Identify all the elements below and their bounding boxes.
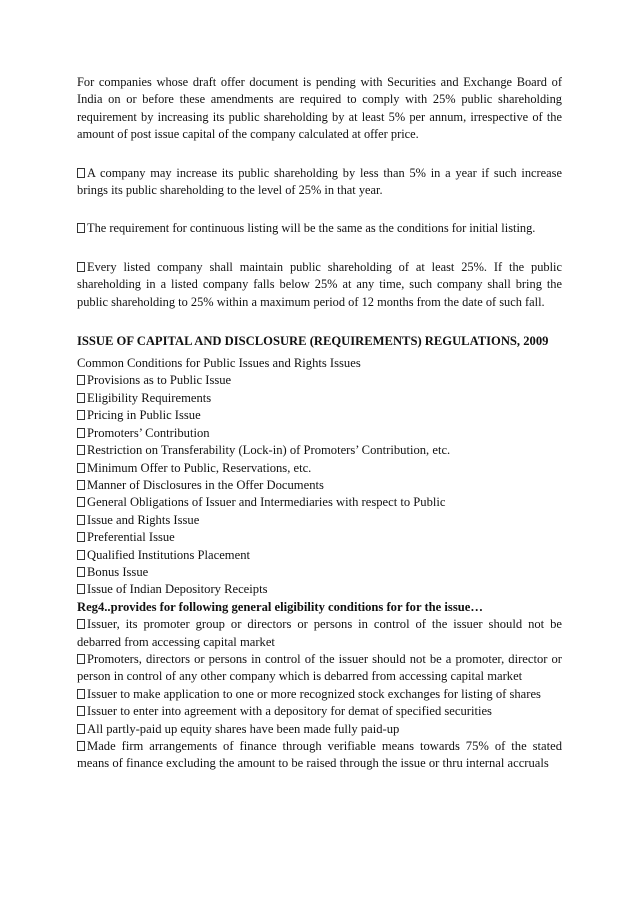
- list-item: Provisions as to Public Issue: [77, 372, 562, 389]
- common-conditions-list: [77, 372, 562, 598]
- bullet-box-icon: [77, 689, 85, 699]
- bullet-box-icon: [77, 741, 85, 751]
- bullet-box-icon: [77, 428, 85, 438]
- bullet-box-icon: [77, 497, 85, 507]
- point-paragraph: The requirement for continuous listing will be the same as the conditions for initial listing.: [77, 220, 562, 237]
- bullet-box-icon: [77, 567, 85, 577]
- bullet-box-icon: [77, 584, 85, 594]
- document-page: [77, 74, 562, 773]
- list-item: Issue of Indian Depository Receipts: [77, 581, 562, 598]
- bullet-box-icon: [77, 445, 85, 455]
- bullet-box-icon: [77, 724, 85, 734]
- point-paragraph: A company may increase its public shareholding by less than 5% in a year if such increase brings its public shareholding to the level of 25% in that year.: [77, 165, 562, 198]
- list-item: Qualified Institutions Placement: [77, 547, 562, 564]
- list-item: Promoters’ Contribution: [77, 425, 562, 442]
- list-item: Bonus Issue: [77, 564, 562, 581]
- list-item: Pricing in Public Issue: [77, 407, 562, 424]
- bullet-box-icon: [77, 375, 85, 385]
- bullet-box-icon: [77, 706, 85, 716]
- list-item: Issuer to enter into agreement with a depository for demat of specified securities: [77, 703, 562, 720]
- list-item: Made firm arrangements of finance through verifiable means towards 75% of the stated means of finance excluding the amount to be raised through the issue or thru internal accruals: [77, 739, 562, 771]
- bullet-box-icon: [77, 393, 85, 403]
- list-item: Manner of Disclosures in the Offer Documents: [77, 477, 562, 494]
- list-item: General Obligations of Issuer and Intermediaries with respect to Public: [77, 494, 562, 511]
- bullet-box-icon: [77, 262, 85, 272]
- list-item: Issuer to make application to one or more recognized stock exchanges for listing of shares: [77, 686, 562, 703]
- intro-paragraph: For companies whose draft offer document is pending with Securities and Exchange Board of India on or before these amendments are required to comply with 25% public shareholding requirement by increasing its public shareholding by at least 5% per annum, irrespective of the amount of post issue capital of the company calculated at offer price.: [77, 75, 562, 142]
- list-item: Issue and Rights Issue: [77, 512, 562, 529]
- list-item: Minimum Offer to Public, Reservations, etc.: [77, 460, 562, 477]
- bullet-box-icon: [77, 515, 85, 525]
- list-item: Preferential Issue: [77, 529, 562, 546]
- bullet-box-icon: [77, 550, 85, 560]
- point-paragraph: Every listed company shall maintain public shareholding of at least 25%. If the public shareholding in a listed company falls below 25% at any time, such company shall bring the public shareholding to 25% within a maximum period of 12 months from the date of such fall.: [77, 259, 562, 309]
- reg4-heading: Reg4..provides for following general eligibility conditions for for the issue…: [77, 599, 483, 614]
- reg4-conditions-list: [77, 616, 562, 773]
- bullet-box-icon: [77, 463, 85, 473]
- bullet-box-icon: [77, 480, 85, 490]
- list-item: Issuer, its promoter group or directors or persons in control of the issuer should not be debarred from accessing capital market: [77, 617, 562, 649]
- bullet-box-icon: [77, 532, 85, 542]
- list-item: All partly-paid up equity shares have been made fully paid-up: [77, 721, 562, 738]
- bullet-box-icon: [77, 168, 85, 178]
- list-item: Eligibility Requirements: [77, 390, 562, 407]
- bullet-box-icon: [77, 223, 85, 233]
- icdr-heading: ISSUE OF CAPITAL AND DISCLOSURE (REQUIREMENTS) REGULATIONS, 2009: [77, 334, 549, 349]
- bullet-box-icon: [77, 654, 85, 664]
- bullet-box-icon: [77, 410, 85, 420]
- common-conditions-title: Common Conditions for Public Issues and Rights Issues: [77, 356, 361, 371]
- list-item: Promoters, directors or persons in control of the issuer should not be a promoter, director or person in control of any other company which is debarred from accessing capital market: [77, 651, 562, 684]
- list-item: Restriction on Transferability (Lock-in) of Promoters’ Contribution, etc.: [77, 442, 562, 459]
- bullet-box-icon: [77, 619, 85, 629]
